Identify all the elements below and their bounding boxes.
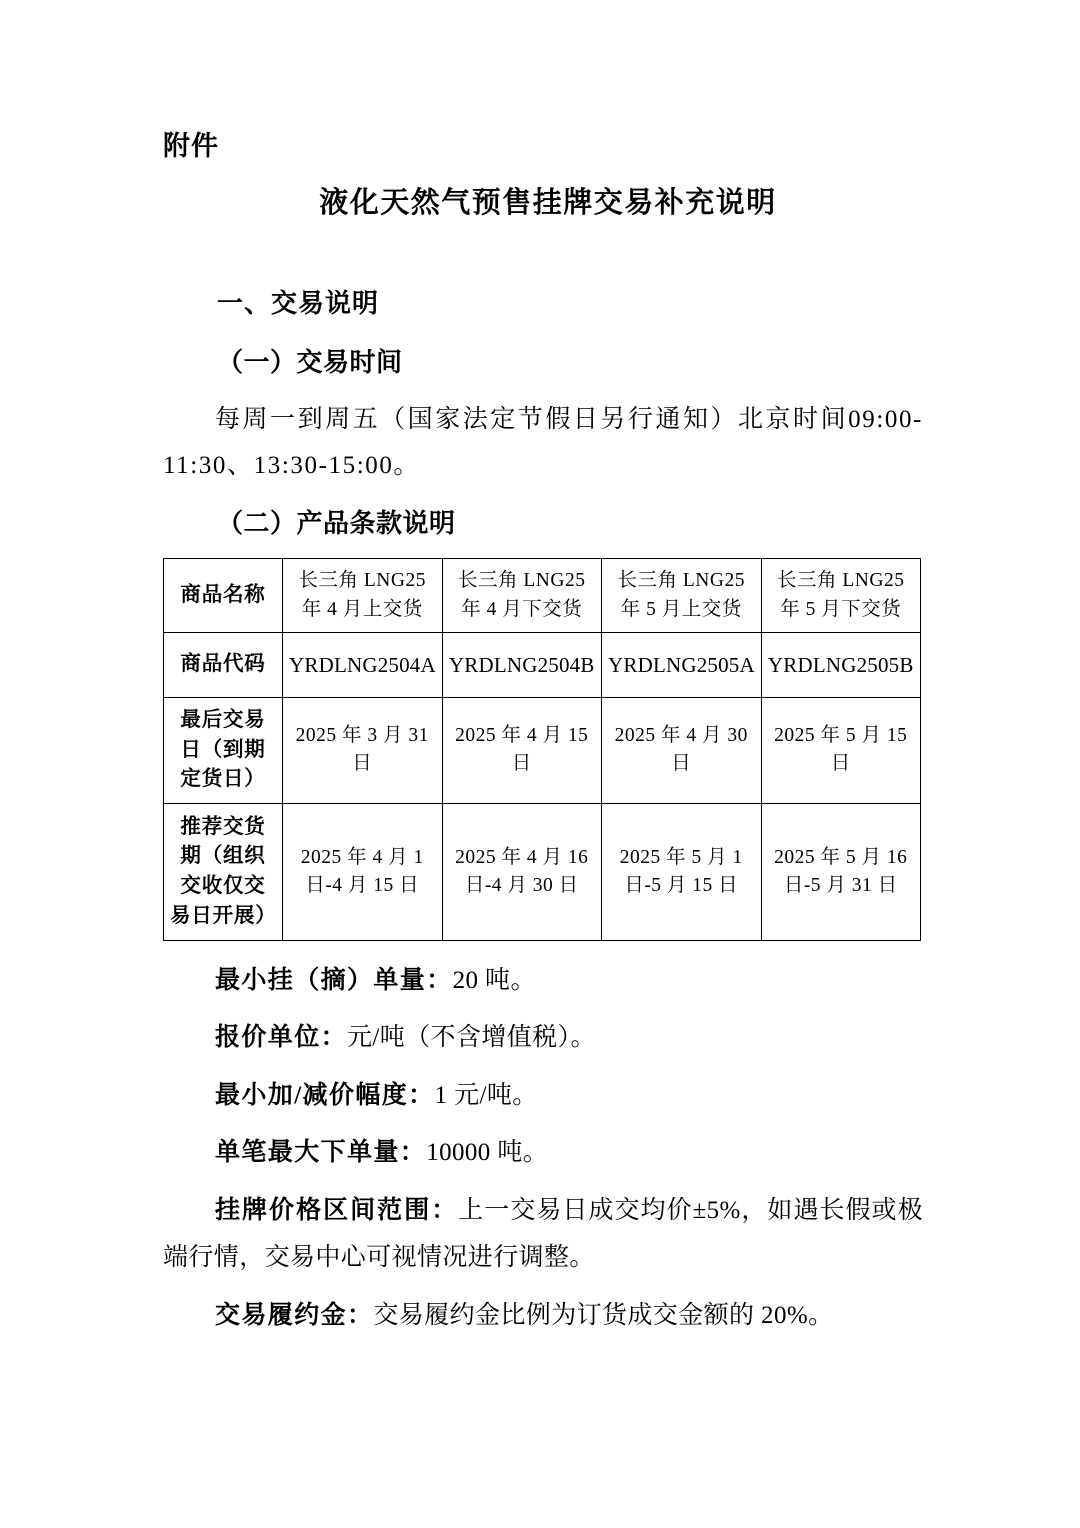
product-terms-table: [163, 558, 921, 941]
row-header-last-trading-day: 最后交易日（到期定货日）: [164, 697, 283, 803]
table-row: [164, 559, 921, 633]
term-price-range: [163, 1187, 923, 1282]
subsection-heading-trading-time: （一）交易时间: [217, 347, 403, 377]
cell-delivery-period-3: 2025 年 5 月 1 日-5 月 15 日: [602, 803, 762, 940]
table-row: [164, 697, 921, 803]
trading-time-paragraph: 每周一到周五（国家法定节假日另行通知）北京时间09:00-11:30、13:30-15:00。: [163, 405, 923, 480]
document-body: [163, 128, 923, 1349]
term-label-tick-size: 最小加/减价幅度：: [215, 1081, 435, 1109]
cell-product-code-4: YRDLNG2505B: [761, 632, 921, 697]
term-label-performance-bond: 交易履约金：: [215, 1301, 374, 1329]
term-label-price-range: 挂牌价格区间范围：: [215, 1196, 459, 1224]
term-value-tick-size: 1 元/吨。: [434, 1081, 538, 1109]
table-row: [164, 803, 921, 940]
cell-last-trading-day-3: 2025 年 4 月 30 日: [602, 697, 762, 803]
term-quote-unit: [163, 1014, 923, 1062]
attachment-label: 附件: [163, 131, 219, 161]
cell-product-code-3: YRDLNG2505A: [602, 632, 762, 697]
table-row: [164, 632, 921, 697]
cell-last-trading-day-4: 2025 年 5 月 15 日: [761, 697, 921, 803]
cell-product-code-1: YRDLNG2504A: [283, 632, 443, 697]
subsection-heading-product-terms: （二）产品条款说明: [217, 509, 456, 539]
term-value-performance-bond: 交易履约金比例为订货成交金额的 20%。: [373, 1301, 834, 1329]
term-label-max-order: 单笔最大下单量：: [215, 1139, 427, 1167]
term-label-quote-unit: 报价单位：: [215, 1024, 348, 1052]
term-min-order: [163, 957, 923, 1005]
term-value-min-order: 20 吨。: [452, 966, 536, 994]
section-heading-1: 一、交易说明: [217, 288, 380, 318]
term-value-price-range: 上一交易日成交均价±5%，如遇长假或极端行情，交易中心可视情况进行调整。: [163, 1196, 923, 1272]
cell-delivery-period-4: 2025 年 5 月 16 日-5 月 31 日: [761, 803, 921, 940]
cell-product-name-1: 长三角 LNG25 年 4 月上交货: [283, 559, 443, 633]
term-tick-size: [163, 1072, 923, 1120]
cell-delivery-period-1: 2025 年 4 月 1 日-4 月 15 日: [283, 803, 443, 940]
cell-delivery-period-2: 2025 年 4 月 16 日-4 月 30 日: [442, 803, 602, 940]
term-label-min-order: 最小挂（摘）单量：: [215, 966, 453, 994]
term-performance-bond: [163, 1292, 923, 1340]
cell-last-trading-day-1: 2025 年 3 月 31 日: [283, 697, 443, 803]
row-header-product-name: 商品名称: [164, 559, 283, 633]
cell-last-trading-day-2: 2025 年 4 月 15 日: [442, 697, 602, 803]
term-value-max-order: 10000 吨。: [426, 1139, 549, 1167]
term-max-order: [163, 1129, 923, 1177]
cell-product-name-4: 长三角 LNG25 年 5 月下交货: [761, 559, 921, 633]
cell-product-name-3: 长三角 LNG25 年 5 月上交货: [602, 559, 762, 633]
cell-product-name-2: 长三角 LNG25 年 4 月下交货: [442, 559, 602, 633]
row-header-product-code: 商品代码: [164, 632, 283, 697]
page-title: 液化天然气预售挂牌交易补充说明: [319, 186, 777, 219]
cell-product-code-2: YRDLNG2504B: [442, 632, 602, 697]
term-value-quote-unit: 元/吨（不含增值税）。: [347, 1024, 596, 1052]
row-header-delivery-period: 推荐交货期（组织交收仅交易日开展）: [164, 803, 283, 940]
